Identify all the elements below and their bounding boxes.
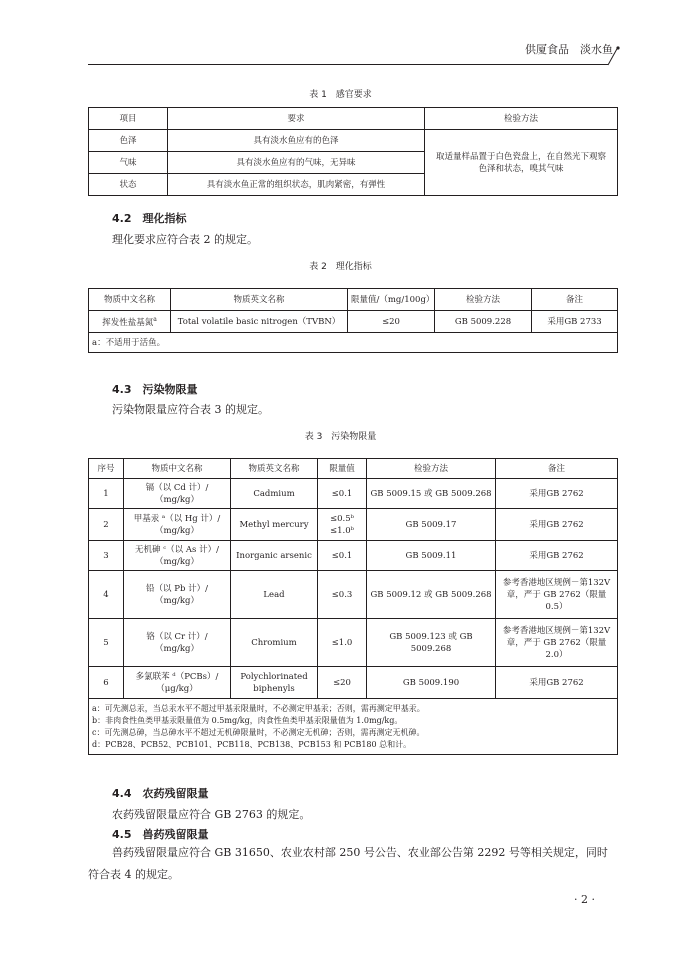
table2-header-cell: 限量值/（mg/100g） <box>348 289 435 311</box>
table3-cn-line: （mg/kg） <box>155 525 199 536</box>
table3-cn-line: （mg/kg） <box>155 494 199 505</box>
table3-cell: 1 <box>89 479 124 509</box>
table2-note: a：不适用于活鱼。 <box>89 333 618 353</box>
table3-note: c：可先测总砷，当总砷水平不超过无机砷限量时，不必测定无机砷；否则，需再测定无机砷。 <box>92 727 425 737</box>
table3-cn-line: 铅（以 Pb 计）/ <box>146 583 208 594</box>
table3-limit-line: ≤0.5ᵇ <box>329 513 355 524</box>
table3-cell: 2 <box>89 509 124 541</box>
table3-header-cell: 物质中文名称 <box>124 459 231 479</box>
table3-cell: Inorganic arsenic <box>231 541 318 571</box>
table-row <box>89 571 618 619</box>
table2-header-cell: 物质中文名称 <box>89 289 171 311</box>
table3-cell: 采用GB 2762 <box>496 479 618 509</box>
table1-cell: 具有淡水鱼应有的气味，无异味 <box>168 152 425 174</box>
table3-cn-line: 甲基汞 ᵃ（以 Hg 计）/ <box>133 513 221 524</box>
page-number: · 2 · <box>574 893 595 906</box>
table-row <box>89 541 618 571</box>
table3-cell: 参考香港地区规例－第132V 章，严于 GB 2762（限量 2.0） <box>496 619 618 667</box>
table2-header-cell: 检验方法 <box>435 289 532 311</box>
table3-cell: 采用GB 2762 <box>496 667 618 699</box>
table3-cell: Chromium <box>231 619 318 667</box>
table3-cn-line: （mg/kg） <box>155 643 199 654</box>
table3-cn-line: （mg/kg） <box>155 595 199 606</box>
table3-cell: 采用GB 2762 <box>496 541 618 571</box>
table3-cell: ≤0.1 <box>318 541 367 571</box>
table3-cell: GB 5009.11 <box>367 541 496 571</box>
table3-cell: Methyl mercury <box>231 509 318 541</box>
table3-cell: 4 <box>89 571 124 619</box>
table3-cell: 采用GB 2762 <box>496 509 618 541</box>
running-header: 供厦食品 淡水鱼 <box>525 43 613 56</box>
section-4-4-heading: 4.4 农药残留限量 <box>112 787 209 800</box>
table3-header-cell: 备注 <box>496 459 618 479</box>
header-slash-mark <box>606 45 620 67</box>
table3-cell: 5 <box>89 619 124 667</box>
table3-cell: Cadmium <box>231 479 318 509</box>
table3-cell <box>231 667 318 699</box>
table3-cell: ≤20 <box>318 667 367 699</box>
table2-cell: 采用GB 2733 <box>532 311 618 333</box>
table3-cell: ≤0.3 <box>318 571 367 619</box>
table3-cn-line: 铬（以 Cr 计）/ <box>146 631 208 642</box>
table3-notes <box>89 699 618 755</box>
table3-cn-line: 多氯联苯 ᵈ（PCBs）/ <box>135 671 219 682</box>
table2-caption: 表 2 理化指标 <box>309 262 372 272</box>
table1-cell: 具有淡水鱼应有的色泽 <box>168 130 425 152</box>
table2 <box>88 288 618 353</box>
table3-cell <box>318 509 367 541</box>
table3-header-cell: 检验方法 <box>367 459 496 479</box>
header-rule <box>88 64 608 65</box>
table3-cn-line: （mg/kg） <box>155 556 199 567</box>
table1-header-cell: 项目 <box>89 108 168 130</box>
section-4-5-text: 兽药残留限量应符合 GB 31650、农业农村部 250 号公告、农业部公告第 2292 号等相关规定，同时符合表 4 的规定。 <box>88 846 608 881</box>
section-4-3-text: 污染物限量应符合表 3 的规定。 <box>112 403 269 416</box>
table3-cell <box>124 571 231 619</box>
table1-cell: 气味 <box>89 152 168 174</box>
table3-caption: 表 3 污染物限量 <box>304 432 377 442</box>
table1-cell: 具有淡水鱼正常的组织状态，肌肉紧密，有弹性 <box>168 174 425 196</box>
table3-cell: GB 5009.190 <box>367 667 496 699</box>
table1-method-cell: 取适量样品置于白色瓷盘上，在自然光下观察色泽和状态，嗅其气味 <box>425 130 618 196</box>
table3-cell <box>124 667 231 699</box>
table2-cell: Total volatile basic nitrogen（TVBN） <box>171 311 348 333</box>
table3-cell: GB 5009.17 <box>367 509 496 541</box>
table1-header-cell: 要求 <box>168 108 425 130</box>
table-row <box>89 479 618 509</box>
table2-cell <box>89 311 171 333</box>
table1-header-cell: 检验方法 <box>425 108 618 130</box>
table1-caption: 表 1 感官要求 <box>309 90 372 100</box>
table3-cell: Lead <box>231 571 318 619</box>
table3 <box>88 458 618 755</box>
table2-cell: GB 5009.228 <box>435 311 532 333</box>
section-4-4-text: 农药残留限量应符合 GB 2763 的规定。 <box>112 808 311 821</box>
table3-cell <box>124 479 231 509</box>
table-row <box>89 619 618 667</box>
table3-cell: GB 5009.123 或 GB 5009.268 <box>367 619 496 667</box>
section-4-5-heading: 4.5 兽药残留限量 <box>112 828 209 841</box>
table3-note: d：PCB28、PCB52、PCB101、PCB118、PCB138、PCB153 和 PCB180 总和计。 <box>92 739 412 749</box>
table3-cell: ≤1.0 <box>318 619 367 667</box>
section-4-2-heading: 4.2 理化指标 <box>112 212 187 225</box>
table1-cell: 状态 <box>89 174 168 196</box>
table3-note: b：非肉食性鱼类甲基汞限量值为 0.5mg/kg，肉食性鱼类甲基汞限量值为 1.0mg/kg。 <box>92 715 403 725</box>
table3-limit-line: ≤1.0ᵇ <box>329 525 355 536</box>
table3-cell <box>124 619 231 667</box>
table2-footnote-marker: a <box>153 316 157 324</box>
table3-cell <box>124 541 231 571</box>
table3-en-line: Polychlorinated <box>240 671 308 682</box>
table3-cell <box>124 509 231 541</box>
table-row <box>89 509 618 541</box>
table2-substance-cn: 挥发性盐基氮 <box>102 317 154 328</box>
section-4-3-heading: 4.3 污染物限量 <box>112 383 198 396</box>
table3-en-line: biphenyls <box>253 683 295 694</box>
table3-cell: ≤0.1 <box>318 479 367 509</box>
table3-header-cell: 物质英文名称 <box>231 459 318 479</box>
table1-cell: 色泽 <box>89 130 168 152</box>
section-4-2-text: 理化要求应符合表 2 的规定。 <box>112 233 258 246</box>
table2-cell: ≤20 <box>348 311 435 333</box>
table2-header-cell: 物质英文名称 <box>171 289 348 311</box>
table3-note: a：可先测总汞，当总汞水平不超过甲基汞限量时，不必测定甲基汞；否则，需再测定甲基汞。 <box>92 703 425 713</box>
table3-cn-line: 镉（以 Cd 计）/ <box>145 482 209 493</box>
table3-cell: 6 <box>89 667 124 699</box>
table-row <box>89 667 618 699</box>
table3-header-cell: 限量值 <box>318 459 367 479</box>
table3-cn-line: 无机砷 ᶜ（以 As 计）/ <box>135 544 219 555</box>
table3-cn-line: （μg/kg） <box>156 683 198 694</box>
table3-cell: 3 <box>89 541 124 571</box>
table3-header-cell: 序号 <box>89 459 124 479</box>
table3-cell: GB 5009.15 或 GB 5009.268 <box>367 479 496 509</box>
table3-cell: 参考香港地区规例－第132V 章，严于 GB 2762（限量 0.5） <box>496 571 618 619</box>
table3-cell: GB 5009.12 或 GB 5009.268 <box>367 571 496 619</box>
table2-header-cell: 备注 <box>532 289 618 311</box>
table1 <box>88 107 618 196</box>
